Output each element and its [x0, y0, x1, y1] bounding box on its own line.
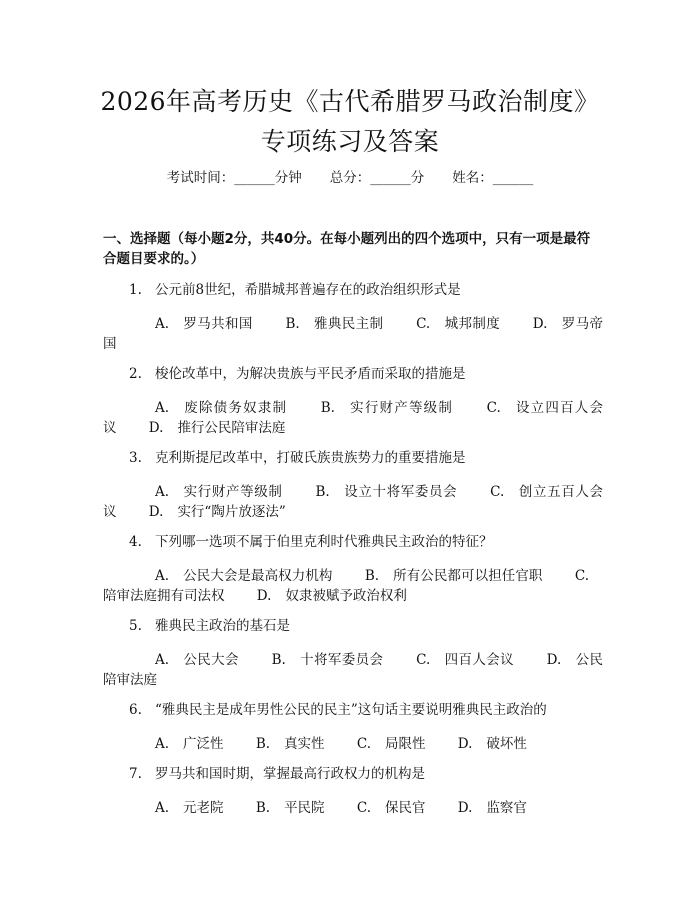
question-options [103, 398, 603, 438]
option-a: A. 公民大会 [155, 652, 239, 668]
question-item [103, 700, 603, 754]
question-number: 4. [129, 534, 142, 550]
question-item [103, 364, 603, 438]
option-d: D. 罗马帝国 [103, 316, 604, 352]
question-options [103, 482, 603, 522]
option-c: C. 设立四百人会议 [103, 400, 603, 436]
option-d: D. 破坏性 [457, 736, 527, 752]
option-a: A. 罗马共和国 [155, 316, 253, 332]
question-item [103, 280, 603, 354]
option-a: A. 实行财产等级制 [155, 484, 283, 500]
option-c: C. 局限性 [356, 736, 426, 752]
question-item [103, 764, 603, 818]
option-c: C. 四百人会议 [416, 652, 514, 668]
option-d: D. 监察官 [457, 800, 527, 816]
question-number: 7. [129, 766, 142, 782]
document-title [0, 82, 700, 162]
option-c: C. 创立五百人会议 [103, 484, 604, 520]
question-item [103, 616, 603, 690]
question-number: 5. [129, 618, 142, 634]
option-d: D. 公民陪审法庭 [103, 652, 604, 688]
option-b: B. 平民院 [255, 800, 325, 816]
question-number: 6. [129, 702, 142, 718]
option-b: B. 雅典民主制 [285, 316, 384, 332]
option-d: D. 推行公民陪审法庭 [148, 420, 286, 436]
question-stem: 梭伦改革中，为解决贵族与平民矛盾而采取的措施是 [155, 366, 466, 382]
question-number: 2. [129, 366, 142, 382]
question-number: 3. [129, 450, 142, 466]
option-c: C. 城邦制度 [416, 316, 501, 332]
option-a: A. 广泛性 [155, 736, 224, 752]
option-d: D. 实行“陶片放逐法” [148, 504, 286, 520]
question-options [103, 650, 603, 690]
section-header-multiple-choice: 一、选择题（每小题2分，共40分。在每小题列出的四个选项中，只有一项是最符合题目要求的。） [103, 231, 591, 267]
question-stem: 雅典民主政治的基石是 [155, 618, 290, 634]
student-name-field: 姓名：______ [452, 170, 534, 186]
title-line-1: 2026年高考历史《古代希腊罗马政治制度》 [100, 87, 600, 116]
question-stem: 罗马共和国时期，掌握最高行政权力的机构是 [155, 766, 425, 782]
option-a: A. 公民大会是最高权力机构 [155, 568, 333, 584]
option-b: B. 真实性 [255, 736, 325, 752]
question-stem: 公元前8世纪，希腊城邦普遍存在的政治组织形式是 [155, 282, 461, 298]
question-options [103, 566, 603, 606]
title-line-2: 专项练习及答案 [260, 127, 440, 156]
question-options [103, 734, 603, 754]
option-b: B. 设立十将军委员会 [315, 484, 458, 500]
option-d: D. 奴隶被赋予政治权利 [256, 588, 407, 604]
option-c: C. 保民官 [356, 800, 426, 816]
question-item [103, 448, 603, 522]
exam-info-line [0, 168, 700, 188]
exam-time-field: 考试时间：______分钟 [166, 170, 302, 186]
question-item [103, 532, 603, 606]
option-b: B. 实行财产等级制 [320, 400, 454, 416]
option-a: A. 元老院 [155, 800, 224, 816]
option-b: B. 十将军委员会 [271, 652, 384, 668]
option-c: C.陪审法庭拥有司法权 [103, 568, 590, 604]
question-options [103, 798, 603, 818]
question-stem: 克利斯提尼改革中，打破氏族贵族势力的重要措施是 [155, 450, 466, 466]
question-stem: 下列哪一选项不属于伯里克利时代雅典民主政治的特征？ [155, 534, 493, 550]
option-b: B. 所有公民都可以担任官职 [364, 568, 543, 584]
question-options [103, 314, 603, 354]
question-number: 1. [129, 282, 142, 298]
total-score-field: 总分：______分 [329, 170, 425, 186]
option-a: A. 废除债务奴隶制 [155, 400, 288, 416]
question-stem: “雅典民主是成年男性公民的民主”这句话主要说明雅典民主政治的 [155, 702, 547, 718]
